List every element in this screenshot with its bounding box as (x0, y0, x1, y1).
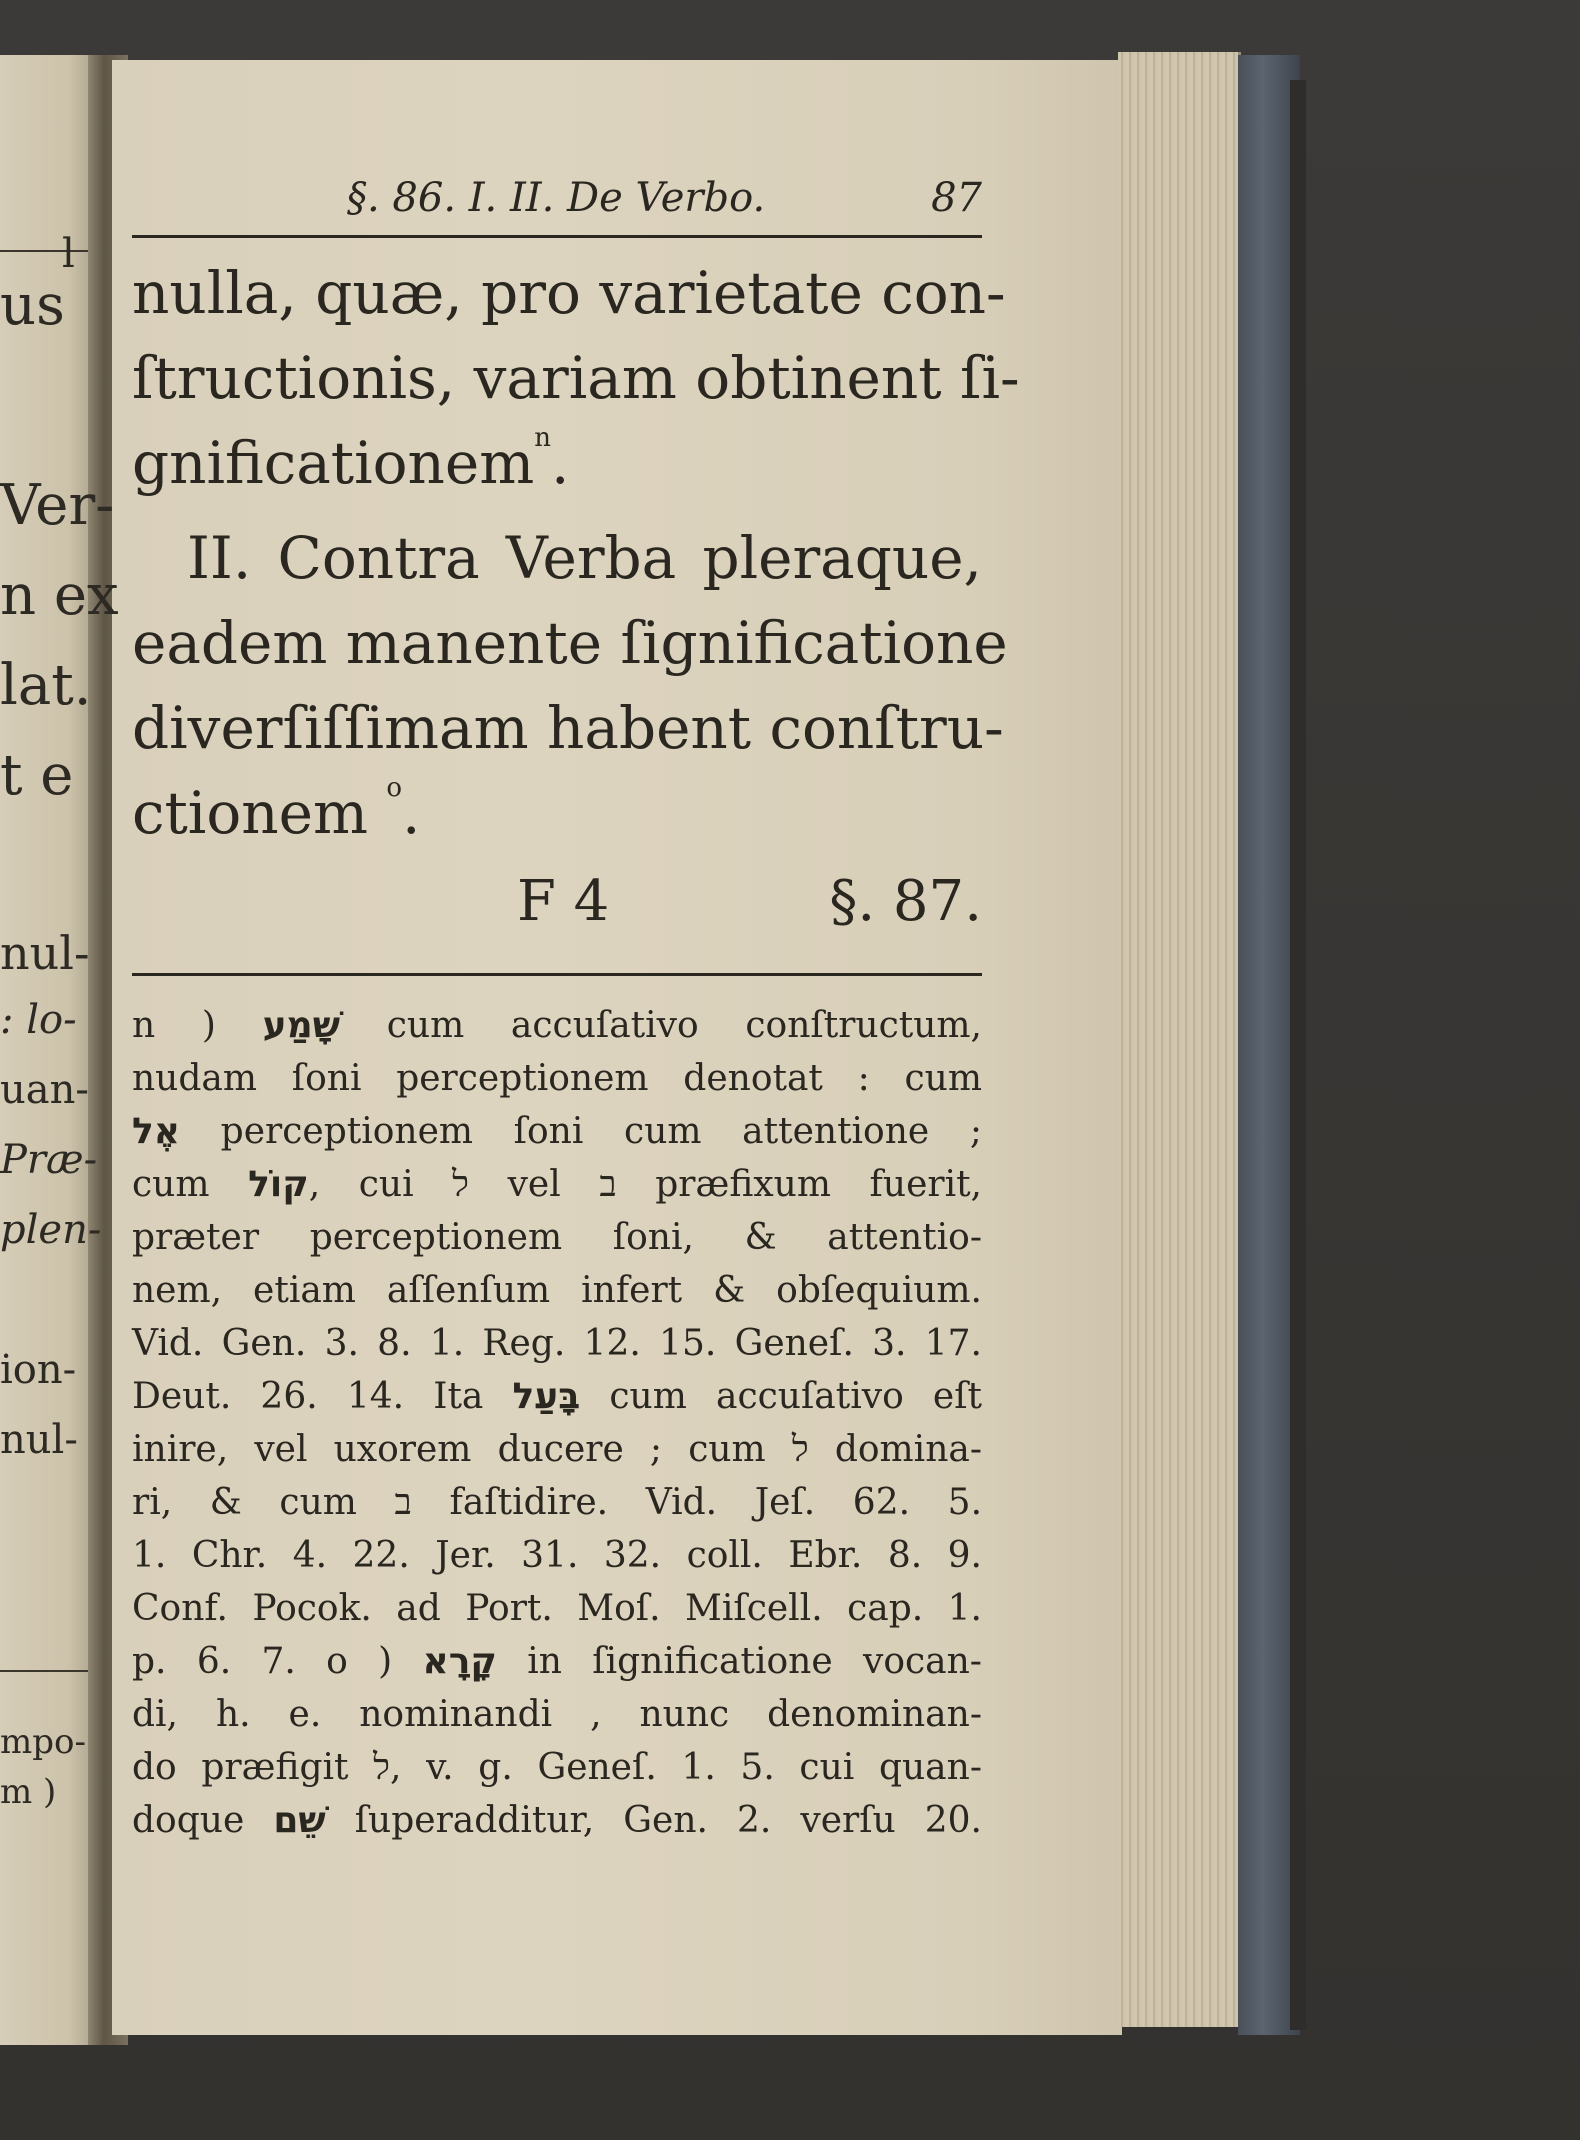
page-number: 87 (931, 175, 982, 221)
left-fragment: m ) (0, 1772, 57, 1812)
note-line: inire, vel uxorem ducere ; cum ל domina- (132, 1429, 983, 1470)
left-fragment: t e (0, 743, 74, 808)
note-mark-o: o (386, 773, 403, 803)
note-line: di, h. e. nominandi , nunc denominan- (132, 1694, 982, 1735)
body-line: eadem manente ſignificatione (132, 609, 1008, 677)
note-line: doque שֵׁם ſuperadditur, Gen. 2. verſu 20. (132, 1800, 982, 1841)
page-edges (1118, 52, 1241, 2027)
left-fragment: n ex (0, 563, 119, 628)
note-line: nem, etiam aſſenſum infert & obſequium. (132, 1270, 982, 1311)
note-line: præter perceptionem ſoni, & attentio- (132, 1217, 982, 1258)
left-fragment: uan- (0, 1067, 89, 1113)
left-fragment: lat. (0, 653, 92, 718)
note-line: nudam ſoni perceptionem denotat : cum (132, 1058, 982, 1099)
left-footnote-mark: l (62, 231, 75, 277)
note-line: do præfigit ל, v. g. Geneſ. 1. 5. cui quan- (132, 1747, 982, 1788)
body-text: gnificationem (132, 429, 535, 497)
note-line: 1. Chr. 4. 22. Jer. 31. 32. coll. Ebr. 8. 9. (132, 1535, 982, 1576)
body-text: ctionem (132, 779, 368, 847)
body-line-3 (132, 423, 982, 497)
note-line: ri, & cum ב faſtidire. Vid. Jeſ. 62. 5. (132, 1482, 983, 1523)
left-fragment: ion- (0, 1347, 77, 1393)
period: . (550, 429, 570, 497)
note-line: Deut. 26. 14. Ita בָּעַל cum accuſativo eſt (132, 1376, 982, 1417)
notes-rule (132, 973, 982, 976)
note-line: אֶל perceptionem ſoni cum attentione ; (132, 1111, 983, 1152)
left-fragment: mpo- (0, 1722, 86, 1762)
note-line: cum קוֹל, cui ל vel ב præfixum fuerit, (132, 1164, 983, 1205)
body-line: II. Contra Verba pleraque, (187, 524, 982, 592)
left-fragment: Ver- (0, 473, 115, 538)
left-fragment: : lo- (0, 997, 77, 1043)
left-fragment: Præ- (0, 1137, 98, 1183)
running-header (132, 155, 982, 221)
running-title: §. 86. I. II. De Verbo. (347, 175, 766, 221)
left-rule-bottom (0, 1670, 88, 1672)
signature-mark: F 4 (517, 869, 610, 934)
body-line: nulla, quæ, pro varietate con- (132, 259, 1006, 327)
left-fragment: nul- (0, 1417, 78, 1463)
left-fragment: nul- (0, 926, 90, 980)
note-line: n ) שָׁמַע cum accuſativo conſtructum, (132, 1005, 982, 1046)
note-line: Conf. Pocok. ad Port. Moſ. Miſcell. cap. 1. (132, 1588, 982, 1629)
note-line: Vid. Gen. 3. 8. 1. Reg. 12. 15. Geneſ. 3. 17. (132, 1323, 982, 1364)
header-rule (132, 235, 982, 238)
left-fragment: plen- (0, 1207, 102, 1253)
left-rule-top (0, 250, 88, 252)
body-line: diverſiſſimam habent conſtru- (132, 694, 1004, 762)
left-fragment: us (0, 273, 65, 338)
cover-edge (1290, 80, 1306, 2030)
period: . (402, 779, 421, 847)
body-line: ſtructionis, variam obtinent ſi- (132, 344, 1020, 412)
note-mark-n: n (534, 423, 551, 453)
note-line: p. 6. 7. o ) קָרָא in ſignificatione vocan- (132, 1641, 982, 1682)
catchword: §. 87. (829, 869, 982, 934)
body-line-7 (132, 773, 982, 847)
